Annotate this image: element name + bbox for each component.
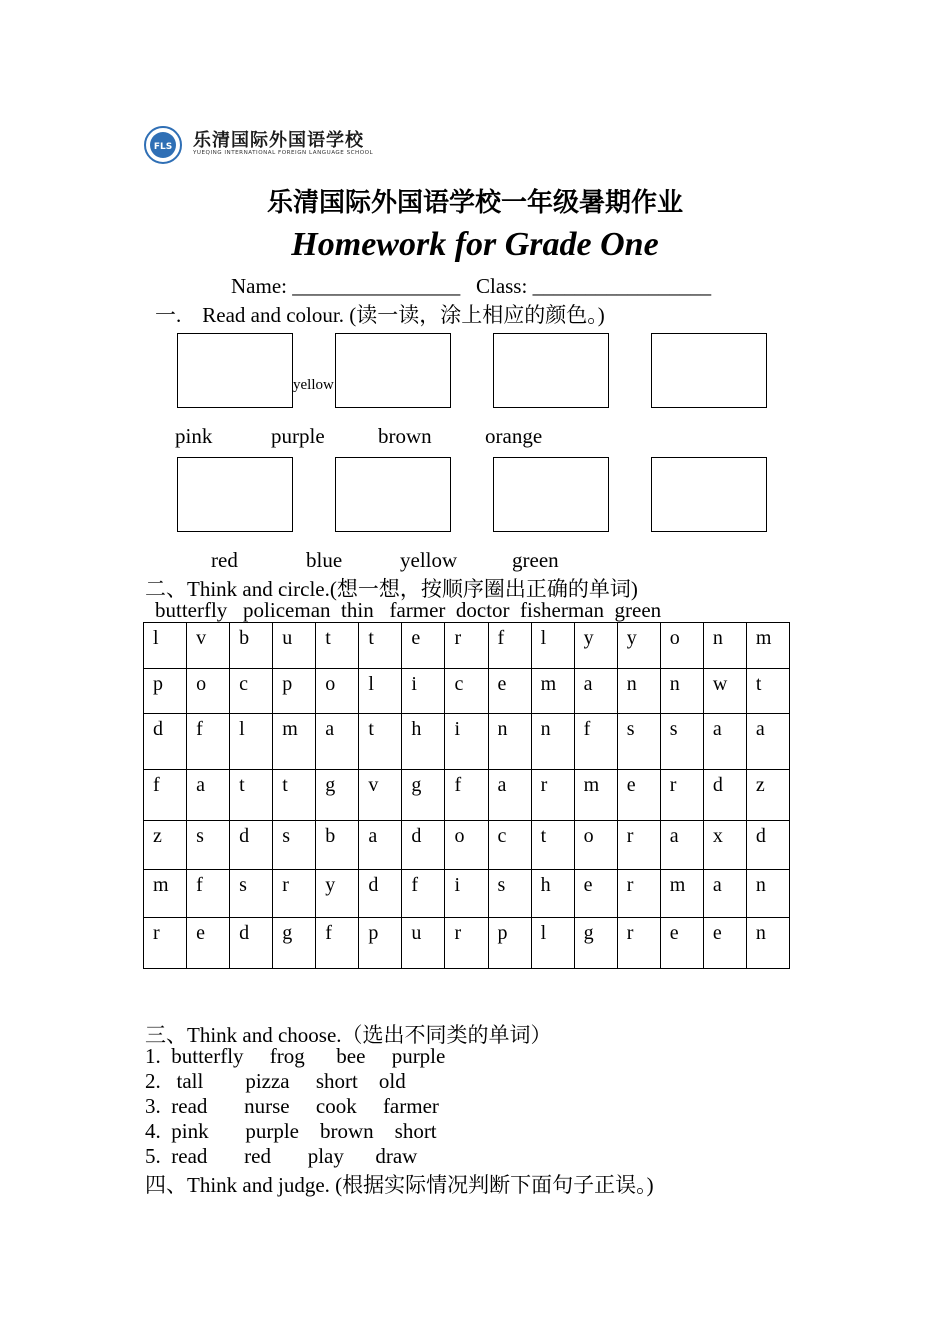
grid-cell[interactable]: h (531, 870, 574, 918)
logo-badge-text: FLS (153, 142, 173, 152)
grid-cell[interactable]: v (187, 623, 230, 669)
grid-cell[interactable]: r (617, 821, 660, 870)
grid-cell[interactable]: l (359, 669, 402, 714)
grid-cell[interactable]: n (531, 714, 574, 770)
section1-heading: 一. Read and colour. (读一读，涂上相应的颜色。) (155, 303, 605, 327)
grid-cell[interactable]: f (574, 714, 617, 770)
grid-cell[interactable]: t (230, 770, 273, 821)
grid-cell[interactable]: p (359, 918, 402, 969)
grid-cell[interactable]: a (488, 770, 531, 821)
section2-heading: 二、Think and circle.(想一想，按顺序圈出正确的单词) (145, 577, 638, 601)
grid-cell[interactable]: e (402, 623, 445, 669)
grid-cell[interactable]: s (488, 870, 531, 918)
grid-cell[interactable]: f (488, 623, 531, 669)
grid-cell[interactable]: n (660, 669, 703, 714)
colour-box-3[interactable] (493, 333, 609, 408)
grid-cell[interactable]: s (187, 821, 230, 870)
grid-cell[interactable]: r (617, 870, 660, 918)
colour-box-8[interactable] (651, 457, 767, 532)
colour-box-2[interactable] (335, 333, 451, 408)
grid-cell[interactable]: i (402, 669, 445, 714)
grid-cell[interactable]: s (273, 821, 316, 870)
grid-cell[interactable]: e (617, 770, 660, 821)
grid-cell[interactable]: a (703, 870, 746, 918)
grid-cell[interactable]: u (402, 918, 445, 969)
grid-cell[interactable]: f (144, 770, 187, 821)
grid-cell[interactable]: b (230, 623, 273, 669)
grid-cell[interactable]: d (144, 714, 187, 770)
grid-cell[interactable]: w (703, 669, 746, 714)
grid-cell[interactable]: n (617, 669, 660, 714)
grid-cell[interactable]: l (531, 623, 574, 669)
grid-cell[interactable]: e (187, 918, 230, 969)
grid-cell[interactable]: p (488, 918, 531, 969)
grid-cell[interactable]: l (531, 918, 574, 969)
grid-cell[interactable]: n (488, 714, 531, 770)
grid-cell[interactable]: s (230, 870, 273, 918)
grid-cell[interactable]: r (445, 918, 488, 969)
colour-word: red (211, 548, 238, 572)
grid-cell[interactable]: t (531, 821, 574, 870)
grid-cell[interactable]: f (402, 870, 445, 918)
logo-school-name-cn: 乐清国际外国语学校 (193, 130, 364, 151)
colour-box-1[interactable] (177, 333, 293, 408)
grid-cell[interactable]: m (746, 623, 789, 669)
grid-cell[interactable]: n (746, 918, 789, 969)
grid-cell[interactable]: s (660, 714, 703, 770)
grid-cell[interactable]: h (402, 714, 445, 770)
grid-cell[interactable]: d (746, 821, 789, 870)
grid-row (144, 870, 790, 918)
grid-cell[interactable]: p (273, 669, 316, 714)
word-search-grid (143, 622, 790, 969)
section3-heading: 三、Think and choose.（选出不同类的单词） (145, 1023, 552, 1047)
grid-cell[interactable]: a (316, 714, 359, 770)
colour-box-6[interactable] (335, 457, 451, 532)
grid-cell[interactable]: t (359, 623, 402, 669)
grid-cell[interactable]: g (273, 918, 316, 969)
grid-cell[interactable]: e (574, 870, 617, 918)
grid-cell[interactable]: y (316, 870, 359, 918)
grid-cell[interactable]: y (617, 623, 660, 669)
grid-cell[interactable]: a (359, 821, 402, 870)
grid-cell[interactable]: n (703, 623, 746, 669)
colour-word: blue (306, 548, 343, 572)
grid-cell[interactable]: c (230, 669, 273, 714)
grid-cell[interactable]: i (445, 714, 488, 770)
grid-cell[interactable]: z (144, 821, 187, 870)
grid-cell[interactable]: d (359, 870, 402, 918)
grid-cell[interactable]: t (273, 770, 316, 821)
grid-cell[interactable]: a (746, 714, 789, 770)
grid-cell[interactable]: m (144, 870, 187, 918)
grid-cell[interactable]: t (746, 669, 789, 714)
logo-school-name-en: YUEQING INTERNATIONAL FOREIGN LANGUAGE SCHOOL (193, 150, 374, 156)
grid-cell[interactable]: v (359, 770, 402, 821)
grid-cell[interactable]: r (617, 918, 660, 969)
grid-cell[interactable]: e (703, 918, 746, 969)
grid-cell[interactable]: o (445, 821, 488, 870)
grid-cell[interactable]: m (574, 770, 617, 821)
grid-row (144, 918, 790, 969)
grid-cell[interactable]: r (531, 770, 574, 821)
colour-word: yellow (400, 548, 458, 572)
grid-cell[interactable]: x (703, 821, 746, 870)
grid-cell[interactable]: i (445, 870, 488, 918)
grid-cell[interactable]: d (230, 821, 273, 870)
grid-cell[interactable]: r (445, 623, 488, 669)
grid-cell[interactable]: l (230, 714, 273, 770)
word-search-list: butterfly policeman thin farmer doctor fisherman green (155, 598, 662, 622)
grid-cell[interactable]: d (230, 918, 273, 969)
grid-cell[interactable]: b (316, 821, 359, 870)
grid-cell[interactable]: g (316, 770, 359, 821)
grid-cell[interactable]: r (660, 770, 703, 821)
choose-item-3: 3. read nurse cook farmer (145, 1094, 439, 1118)
choose-item-2: 2. tall pizza short old (145, 1069, 406, 1093)
grid-cell[interactable]: c (445, 669, 488, 714)
grid-row (144, 770, 790, 821)
choose-item-5: 5. read red play draw (145, 1144, 418, 1168)
grid-cell[interactable]: o (660, 623, 703, 669)
grid-cell[interactable]: o (574, 821, 617, 870)
grid-cell[interactable]: d (402, 821, 445, 870)
grid-cell[interactable]: m (660, 870, 703, 918)
choose-item-1: 1. butterfly frog bee purple (145, 1044, 446, 1068)
grid-cell[interactable]: e (660, 918, 703, 969)
grid-cell[interactable]: r (144, 918, 187, 969)
grid-cell[interactable]: u (273, 623, 316, 669)
grid-row (144, 714, 790, 770)
grid-cell[interactable]: a (574, 669, 617, 714)
grid-cell[interactable]: c (488, 821, 531, 870)
grid-cell[interactable]: p (144, 669, 187, 714)
grid-cell[interactable]: n (746, 870, 789, 918)
section4-heading: 四、Think and judge. (根据实际情况判断下面句子正误。) (145, 1173, 654, 1197)
grid-cell[interactable]: a (187, 770, 230, 821)
grid-cell[interactable]: r (273, 870, 316, 918)
colour-word: purple (271, 424, 325, 448)
grid-cell[interactable]: l (144, 623, 187, 669)
grid-cell[interactable]: f (316, 918, 359, 969)
grid-cell[interactable]: y (574, 623, 617, 669)
name-class-line: Name: ________________ Class: _________________ (231, 274, 712, 298)
grid-cell[interactable]: s (617, 714, 660, 770)
grid-cell[interactable]: d (703, 770, 746, 821)
grid-cell[interactable]: o (187, 669, 230, 714)
page-title-en: Homework for Grade One (291, 226, 659, 263)
colour-word: green (512, 548, 559, 572)
grid-cell[interactable]: m (531, 669, 574, 714)
grid-cell[interactable]: t (359, 714, 402, 770)
grid-cell[interactable]: f (445, 770, 488, 821)
grid-cell[interactable]: e (488, 669, 531, 714)
grid-cell[interactable]: f (187, 714, 230, 770)
page-title-cn: 乐清国际外国语学校一年级暑期作业 (266, 188, 683, 218)
stray-colour-word: yellow (293, 377, 334, 393)
grid-cell[interactable]: o (316, 669, 359, 714)
grid-cell[interactable]: a (660, 821, 703, 870)
colour-word: orange (485, 424, 543, 448)
grid-cell[interactable]: a (703, 714, 746, 770)
colour-word: pink (175, 424, 213, 448)
grid-cell[interactable]: z (746, 770, 789, 821)
grid-cell[interactable]: t (316, 623, 359, 669)
grid-row (144, 669, 790, 714)
colour-word: brown (378, 424, 432, 448)
grid-row (144, 623, 790, 669)
grid-cell[interactable]: g (402, 770, 445, 821)
colour-box-7[interactable] (493, 457, 609, 532)
grid-row (144, 821, 790, 870)
choose-item-4: 4. pink purple brown short (145, 1119, 437, 1143)
grid-cell[interactable]: f (187, 870, 230, 918)
grid-cell[interactable]: g (574, 918, 617, 969)
colour-box-5[interactable] (177, 457, 293, 532)
grid-cell[interactable]: m (273, 714, 316, 770)
colour-box-4[interactable] (651, 333, 767, 408)
